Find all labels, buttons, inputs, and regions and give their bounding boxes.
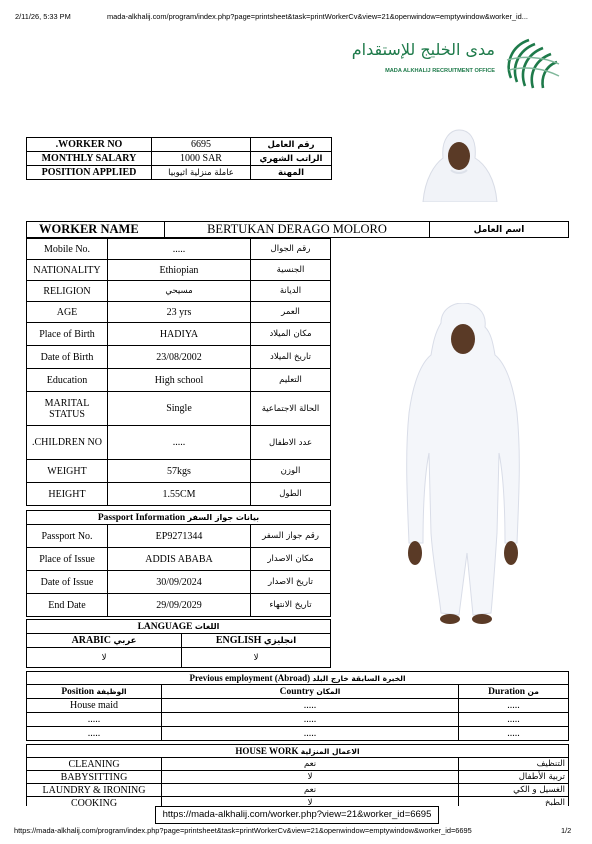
detail-label: .CHILDREN NO xyxy=(27,426,108,460)
house-work-row-laundry xyxy=(27,784,569,797)
arabic-language-value: لا xyxy=(27,648,182,668)
print-page-count: 1/2 xyxy=(561,826,572,835)
employment-row xyxy=(27,727,569,741)
passport-label: End Date xyxy=(27,594,108,617)
house-work-value: لا xyxy=(162,771,459,784)
employment-country: ..... xyxy=(162,727,459,741)
passport-arabic: مكان الاصدار xyxy=(251,548,331,571)
passport-value: ADDIS ABABA xyxy=(108,548,251,571)
language-table xyxy=(26,619,331,668)
detail-arabic: الحالة الاجتماعية xyxy=(251,392,331,426)
detail-label: Mobile No. xyxy=(27,239,108,260)
employment-position: ..... xyxy=(27,727,162,741)
arabic-label-ar: عربي xyxy=(113,636,137,646)
house-work-section xyxy=(26,744,570,806)
position-header xyxy=(27,685,162,699)
logo-arabic-text: مدى الخليج للإستقدام xyxy=(351,40,495,59)
worker-name-value: BERTUKAN DERAGO MOLORO xyxy=(165,222,430,238)
english-language-header xyxy=(182,634,331,648)
house-work-arabic: الغسيل و الكي xyxy=(459,784,569,797)
globe-logo-icon xyxy=(501,34,563,92)
previous-employment-table xyxy=(26,671,569,741)
detail-value: 23 yrs xyxy=(108,302,251,323)
detail-row-height xyxy=(27,483,331,506)
detail-row-education xyxy=(27,369,331,392)
language-title-en: LANGUAGE xyxy=(137,621,193,632)
house-work-value: نعم xyxy=(162,758,459,771)
detail-label: AGE xyxy=(27,302,108,323)
detail-arabic: الجنسية xyxy=(251,260,331,281)
worker-profile-link[interactable]: https://mada-alkhalij.com/worker.php?view=21&worker_id=6695 xyxy=(155,806,439,824)
print-footer-url: https://mada-alkhalij.com/program/index.php?page=printsheet&task=printWorkerCv&view=21&openwindow=emptywindow&worker_id=6695 xyxy=(14,826,472,835)
detail-arabic: تاريخ الميلاد xyxy=(251,346,331,369)
detail-arabic: الديانة xyxy=(251,281,331,302)
passport-value: 29/09/2029 xyxy=(108,594,251,617)
position-applied-arabic: المهنة xyxy=(251,166,332,180)
house-work-row-cleaning xyxy=(27,758,569,771)
language-title-ar: اللغات xyxy=(194,621,220,631)
house-work-label: COOKING xyxy=(27,797,162,807)
position-header-ar: الوظيفة xyxy=(96,686,127,696)
house-work-arabic: الطبخ xyxy=(459,797,569,807)
duration-header xyxy=(459,685,569,699)
country-header xyxy=(162,685,459,699)
house-work-label: LAUNDRY & IRONING xyxy=(27,784,162,797)
detail-label: NATIONALITY xyxy=(27,260,108,281)
worker-full-body-photo xyxy=(401,303,526,625)
detail-label: RELIGION xyxy=(27,281,108,302)
house-work-title-en: HOUSE WORK xyxy=(235,746,299,756)
salary-label: MONTHLY SALARY xyxy=(27,152,152,166)
detail-value: Ethiopian xyxy=(108,260,251,281)
detail-arabic: عدد الاطفال xyxy=(251,426,331,460)
detail-row-weight xyxy=(27,460,331,483)
house-work-value: لا xyxy=(162,797,459,807)
employment-title-ar: الخبرة السابقة خارج البلد xyxy=(312,674,406,683)
house-work-arabic: التنظيف xyxy=(459,758,569,771)
detail-arabic: رقم الجوال xyxy=(251,239,331,260)
employment-country: ..... xyxy=(162,713,459,727)
worker-name-arabic: اسم العامل xyxy=(430,222,569,238)
english-label-en: ENGLISH xyxy=(215,635,262,646)
passport-title-ar: بيانات جواز السفر xyxy=(187,512,260,522)
passport-section-title xyxy=(27,511,331,525)
detail-label: Place of Birth xyxy=(27,323,108,346)
country-header-ar: المكان xyxy=(316,686,341,696)
employment-title-en: Previous employment (Abroad) xyxy=(189,673,311,683)
english-label-ar: انجليزي xyxy=(263,636,297,646)
passport-value: 30/09/2024 xyxy=(108,571,251,594)
employment-section-title xyxy=(27,672,569,685)
detail-row-children xyxy=(27,426,331,460)
passport-value: EP9271344 xyxy=(108,525,251,548)
arabic-language-header xyxy=(27,634,182,648)
arabic-label-en: ARABIC xyxy=(71,635,112,646)
detail-row-marital-status xyxy=(27,392,331,426)
language-section-title xyxy=(27,620,331,634)
detail-arabic: الوزن xyxy=(251,460,331,483)
employment-duration: ..... xyxy=(459,727,569,741)
house-work-label: BABYSITTING xyxy=(27,771,162,784)
detail-value: HADIYA xyxy=(108,323,251,346)
passport-table xyxy=(26,510,331,617)
position-applied-value: عاملة منزلية اثيوبيا xyxy=(152,166,251,180)
detail-row-age xyxy=(27,302,331,323)
detail-arabic: مكان الميلاد xyxy=(251,323,331,346)
employment-country: ..... xyxy=(162,699,459,713)
detail-label: MARITAL STATUS xyxy=(27,392,108,426)
worker-name-label: WORKER NAME xyxy=(27,222,165,238)
detail-row-nationality xyxy=(27,260,331,281)
detail-value: ..... xyxy=(108,239,251,260)
passport-label: Date of Issue xyxy=(27,571,108,594)
detail-label: HEIGHT xyxy=(27,483,108,506)
detail-value: مسيحي xyxy=(108,281,251,302)
worker-portrait-photo xyxy=(405,128,511,202)
passport-arabic: تاريخ الانتهاء xyxy=(251,594,331,617)
house-work-row-babysitting xyxy=(27,771,569,784)
employment-row xyxy=(27,699,569,713)
worker-no-label: .WORKER NO xyxy=(27,138,152,152)
detail-row-date-of-birth xyxy=(27,346,331,369)
detail-row-mobile xyxy=(27,239,331,260)
passport-arabic: رقم جواز السفر xyxy=(251,525,331,548)
passport-label: Passport No. xyxy=(27,525,108,548)
logo-english-text: MADA ALKHALIJ RECRUITMENT OFFICE xyxy=(385,68,495,74)
position-header-en: Position xyxy=(61,686,95,697)
employment-row xyxy=(27,713,569,727)
worker-name-table xyxy=(26,221,569,238)
house-work-table xyxy=(26,744,569,806)
salary-value: 1000 SAR xyxy=(152,152,251,166)
company-logo xyxy=(351,32,565,92)
detail-row-place-of-birth xyxy=(27,323,331,346)
employment-position: ..... xyxy=(27,713,162,727)
duration-header-ar: من xyxy=(527,686,539,696)
detail-arabic: التعليم xyxy=(251,369,331,392)
detail-value: High school xyxy=(108,369,251,392)
employment-position: House maid xyxy=(27,699,162,713)
position-applied-label: POSITION APPLIED xyxy=(27,166,152,180)
detail-value: Single xyxy=(108,392,251,426)
house-work-arabic: تربية الأطفال xyxy=(459,771,569,784)
house-work-label: CLEANING xyxy=(27,758,162,771)
salary-arabic: الراتب الشهري xyxy=(251,152,332,166)
duration-header-en: Duration xyxy=(488,686,526,697)
detail-row-religion xyxy=(27,281,331,302)
detail-value: 1.55CM xyxy=(108,483,251,506)
detail-label: Education xyxy=(27,369,108,392)
passport-label: Place of Issue xyxy=(27,548,108,571)
country-header-en: Country xyxy=(279,686,314,697)
employment-duration: ..... xyxy=(459,713,569,727)
detail-value: 57kgs xyxy=(108,460,251,483)
detail-label: Date of Birth xyxy=(27,346,108,369)
detail-value: 23/08/2002 xyxy=(108,346,251,369)
worker-no-value: 6695 xyxy=(152,138,251,152)
detail-arabic: الطول xyxy=(251,483,331,506)
print-page-title: mada-alkhalij.com/program/index.php?page=printsheet&task=printWorkerCv&view=21&openwindow=emptywindow&worker_id... xyxy=(107,12,528,21)
detail-label: WEIGHT xyxy=(27,460,108,483)
english-language-value: لا xyxy=(182,648,331,668)
detail-arabic: العمر xyxy=(251,302,331,323)
passport-arabic: تاريخ الاصدار xyxy=(251,571,331,594)
house-work-row-cooking xyxy=(27,797,569,807)
employment-duration: ..... xyxy=(459,699,569,713)
house-work-title xyxy=(27,745,569,758)
house-work-title-ar: الاعمال المنزلية xyxy=(300,747,360,756)
print-datetime: 2/11/26, 5:33 PM xyxy=(15,12,71,21)
detail-value: ..... xyxy=(108,426,251,460)
worker-no-arabic: رقم العامل xyxy=(251,138,332,152)
summary-table xyxy=(26,137,332,180)
worker-details-table xyxy=(26,238,331,506)
house-work-value: نعم xyxy=(162,784,459,797)
passport-title-en: Passport Information xyxy=(97,512,186,523)
